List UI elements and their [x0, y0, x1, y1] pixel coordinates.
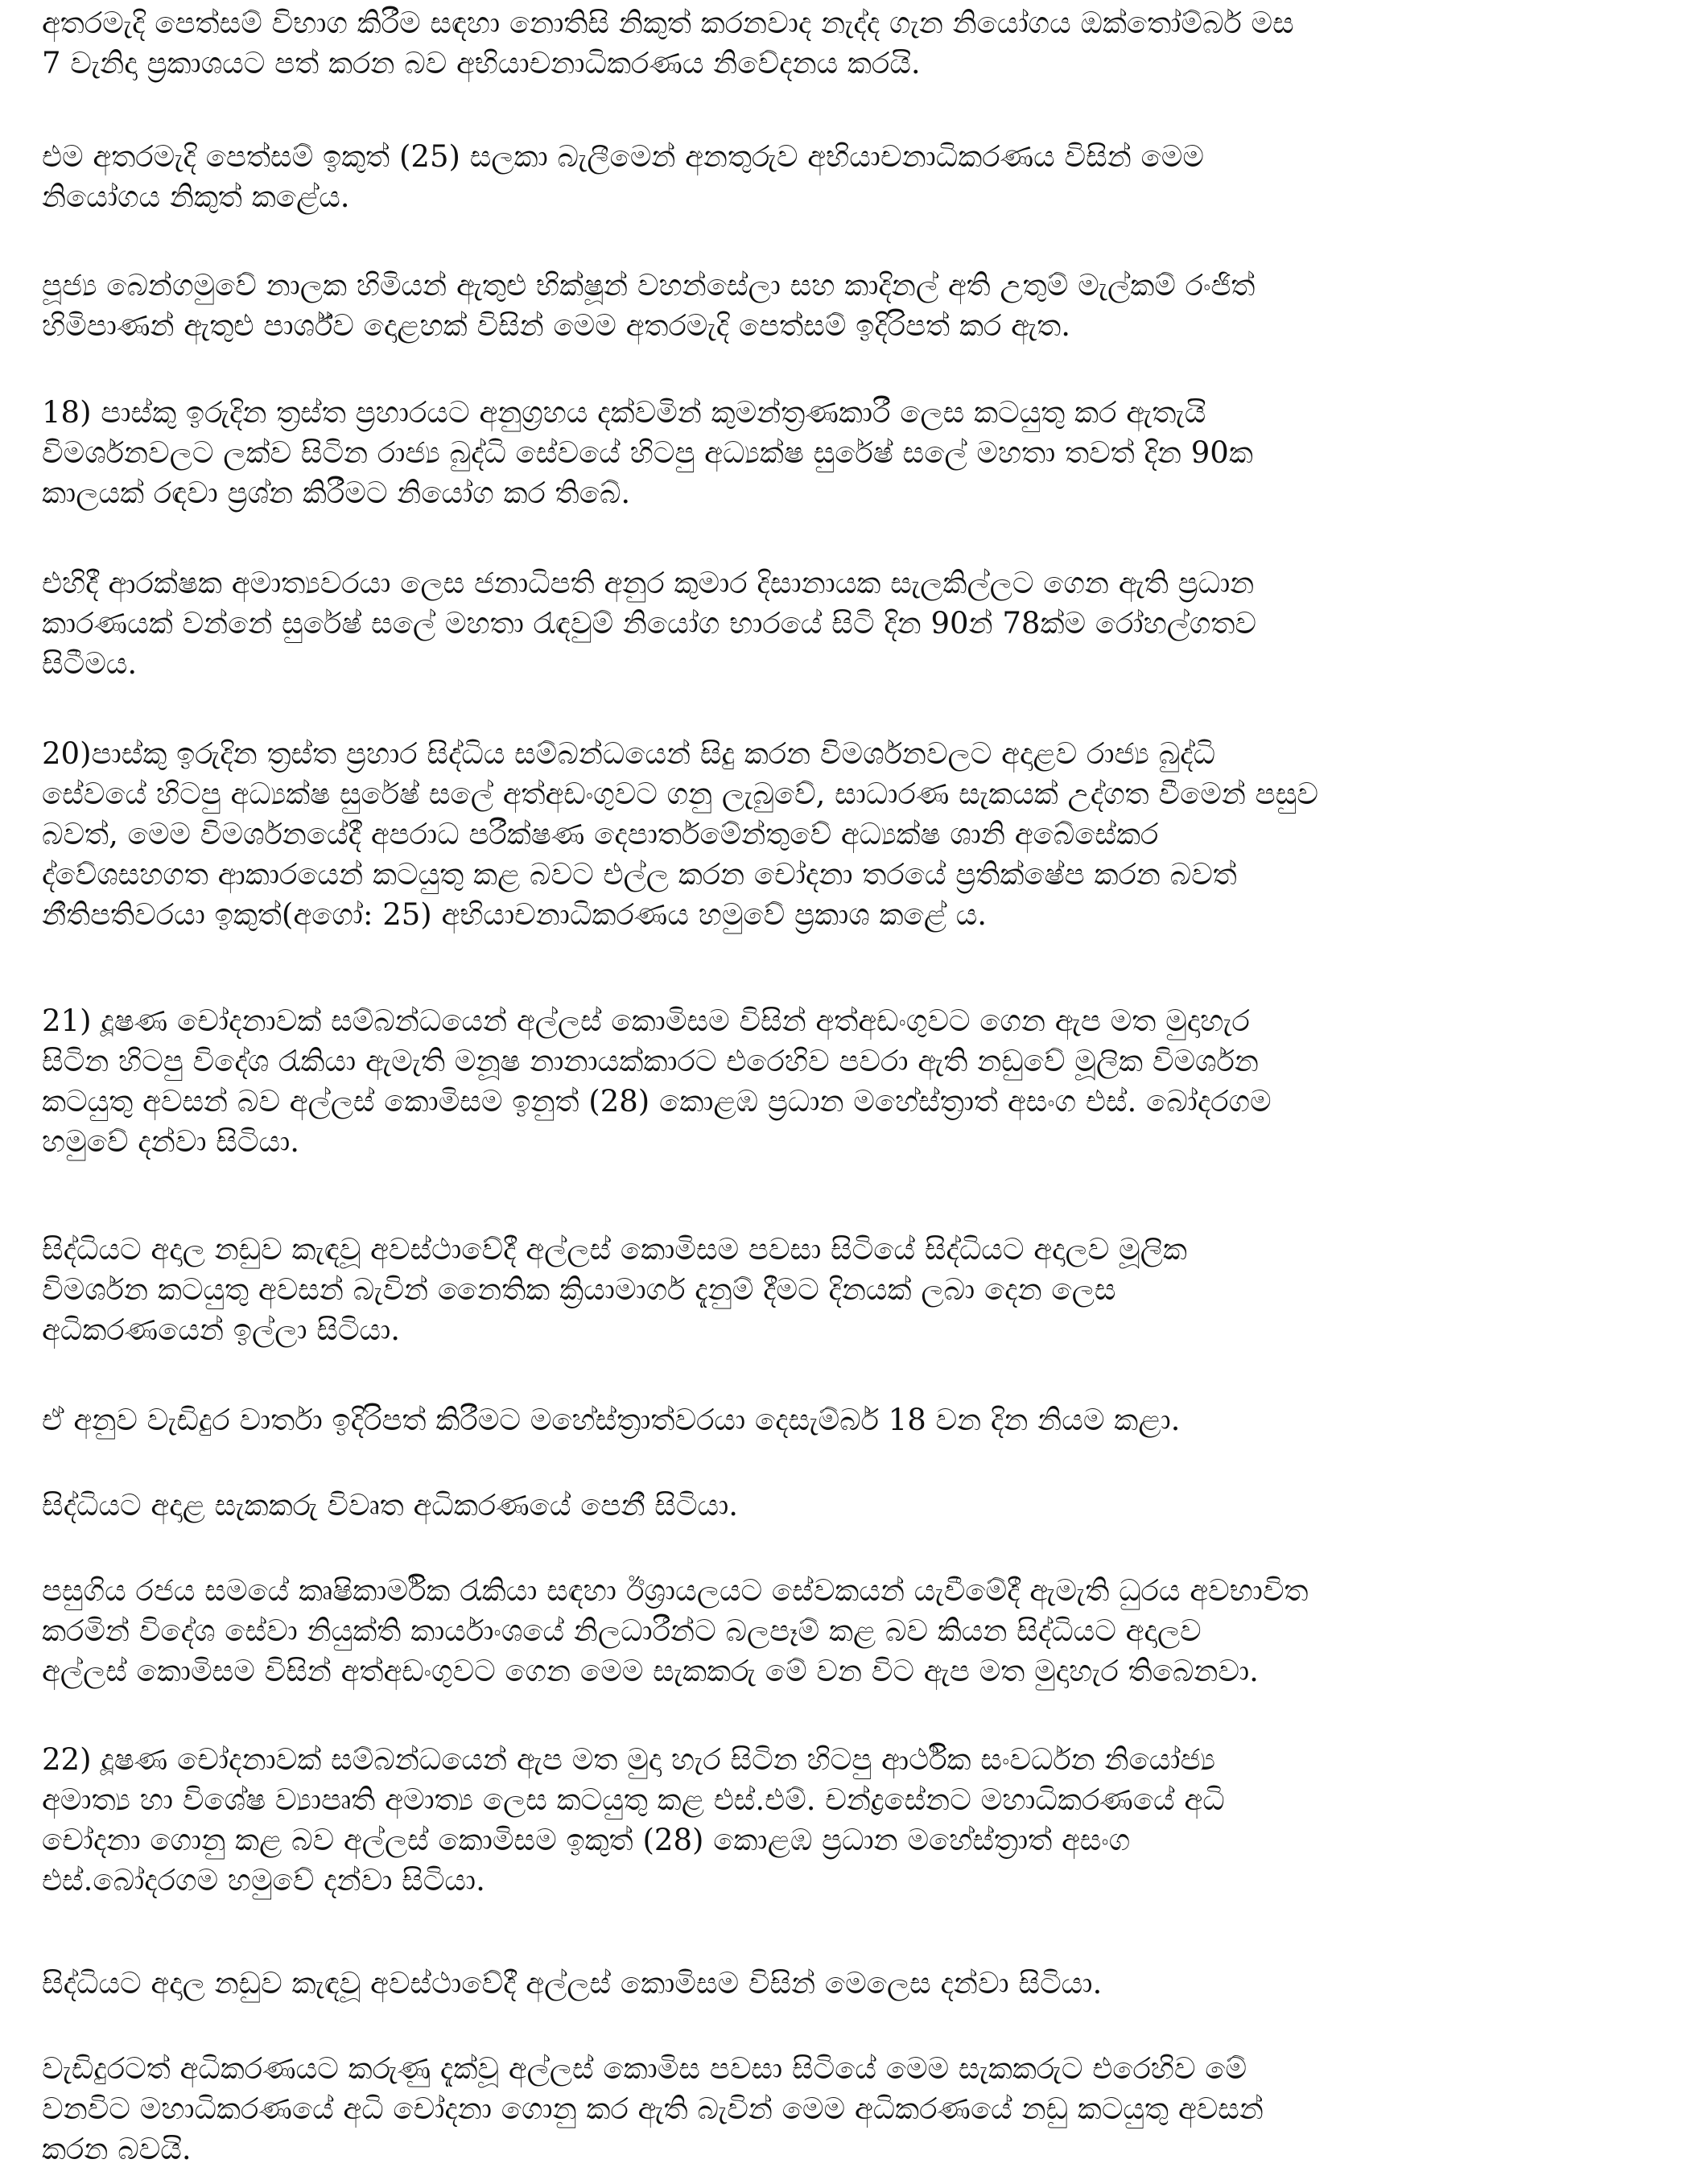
text-line: එස්.බෝදරගම හමුවේ දන්වා සිටියා. [42, 1863, 485, 1898]
text-line: 18) පාස්කු ඉරුදින ත්‍රස්ත ප්‍රහාරයට අනුග්‍රහය දක්වමින් කුමන්ත්‍රණකාරී ලෙස කටයුතු කර ඇතැයි [42, 395, 1206, 430]
paragraph-12 [42, 1740, 1225, 1901]
text-line: එම අතරමැදි පෙත්සම් ඉකුත් (25) සලකා බැලීමෙන් අනතුරුව අභියාචනාධිකරණය විසින් මෙම [42, 139, 1204, 174]
text-line: 20)පාස්කු ඉරුදින ත්‍රස්ත ප්‍රහාර සිද්ධිය සම්බන්ධයෙන් සිදු කරන විමර්ශනවලට අදාළව රාජ්‍ය බුද්ධි [42, 736, 1215, 771]
text-line: අධිකරණයෙන් ඉල්ලා සිටියා. [42, 1312, 401, 1347]
text-line: වනවිට මහාධිකරණයේ අධි චෝදනා ගොනු කර ඇති බැවින් මෙම අධිකරණයේ නඩු කටයුතු අවසන් [42, 2091, 1264, 2126]
paragraph-5 [42, 563, 1256, 684]
paragraph-1 [42, 3, 1294, 84]
paragraph-10 [42, 1486, 738, 1526]
text-line: පූජ්‍ය බෙන්ගමුවේ නාලක හිමියන් ඇතුළු භික්ෂූන් වහන්සේලා සහ කාදිනල් අති උතුම් මැල්කම් රංජිත් [42, 268, 1256, 303]
text-line: කරන බවයි. [42, 2132, 192, 2166]
paragraph-11 [42, 1571, 1309, 1692]
paragraph-4 [42, 393, 1253, 513]
text-line: බවත්, මෙම විමර්ශනයේදී අපරාධ පරීක්ෂණ දෙපාර්තමේන්තුවේ අධ්‍යක්ෂ ශානි අබේසේකර [42, 817, 1159, 851]
paragraph-6 [42, 734, 1318, 935]
text-line: කරමින් විදේශ සේවා නියුක්ති කාර්යාංශයේ නිලධාරීන්ට බලපෑම් කළ බව කියන සිද්ධියට අදාලව [42, 1613, 1202, 1648]
text-line: විමර්ශනවලට ලක්ව සිටින රාජ්‍ය බුද්ධි සේවයේ හිටපු අධ්‍යක්ෂ සුරේෂ් සලේ මහතා තවත් දින 90ක [42, 435, 1253, 470]
text-line: කටයුතු අවසන් බව අල්ලස් කොමිසම ඉනුත් (28) කොළඹ ප්‍රධාන මහේස්ත්‍රාත් අසංග එස්. බෝදරගම [42, 1084, 1272, 1119]
text-line: වැඩිදුරටත් අධිකරණයට කරුණු දැක්වූ අල්ලස් කොමිස පවසා සිටියේ මෙම සැකකරුට එරෙහිව මේ [42, 2051, 1247, 2086]
text-line: සිටින හිටපු විදේශ රැකියා ඇමැති මනූෂ නානායක්කාරට එරෙහිව පවරා ඇති නඩුවේ මූලික විමර්ශන [42, 1044, 1259, 1078]
text-line: අතරමැදි පෙත්සම් විභාග කිරීම සඳහා නොතිසි නිකුත් කරනවාද නැද්ද ගැන නියෝගය ඔක්තෝම්බර් මස [42, 6, 1294, 40]
text-line: නීතිපතිවරයා ඉකුත්(අගෝ: 25) අභියාචනාධිකරණය හමුවේ ප්‍රකාශ කළේ ය. [42, 897, 988, 932]
paragraph-3 [42, 266, 1255, 346]
text-line: ඒ අනුව වැඩිදුර වාර්තා ඉදිරිපත් කිරීමට මහේස්ත්‍රාත්වරයා දෙසැම්බර් 18 වන දින නියම කළා. [42, 1403, 1181, 1437]
text-line: විමර්ශන කටයුතු අවසන් බැවින් නෛතික ක්‍රියාමාර්ග දැනුම් දීමට දිනයක් ලබා දෙන ලෙස [42, 1272, 1116, 1307]
text-line: සිද්ධියට අදාල නඩුව කැඳවූ අවස්ථාවේදී අල්ලස් කොමිසම විසින් මෙලෙස දන්වා සිටියා. [42, 1966, 1103, 2001]
text-line: චෝදනා ගොනු කළ බව අල්ලස් කොමිසම ඉකුත් (28) කොළඹ ප්‍රධාන මහේස්ත්‍රාත් අසංග [42, 1823, 1131, 1857]
text-line: කාරණයක් වන්නේ සුරේෂ් සලේ මහතා රැඳවුම් නියෝග භාරයේ සිටි දින 90න් 78ක්ම රෝහල්ගතව [42, 606, 1257, 641]
text-line: පසුගිය රජය සමයේ කෘෂිකාර්මික රැකියා සඳහා ඊශ්‍රායලයට සේවකයන් යැවීමේදී ඇමැති ධුරය අවභාවිත [42, 1573, 1309, 1608]
text-line: සිද්ධියට අදාළ සැකකරු විවෘත අධිකරණයේ පෙනී සිටියා. [42, 1488, 739, 1523]
paragraph-8 [42, 1230, 1187, 1350]
paragraph-2 [42, 137, 1204, 217]
text-line: අමාත්‍ය හා විශේෂ ව්‍යාපෘති අමාත්‍ය ලෙස කටයුතු කළ එස්.එම්. චන්ද්‍රසේනට මහාධිකරණයේ අධි [42, 1782, 1225, 1817]
paragraph-9 [42, 1400, 1180, 1440]
text-line: 22) දූෂණ චෝදනාවක් සම්බන්ධයෙන් ඇප මත මුදා හැර සිටින හිටපු ආර්ථික සංවර්ධන නියෝජ්‍ය [42, 1742, 1215, 1777]
text-line: සිටීමය. [42, 646, 138, 681]
text-line: අල්ලස් කොමිසම විසින් අත්අඩංගුවට ගෙන මෙම සැකකරු මේ වන විට ඇප මත මුදාහැර තිබෙනවා. [42, 1654, 1259, 1688]
text-line: 21) දූෂණ චෝදනාවක් සම්බන්ධයෙන් අල්ලස් කොමිසම විසින් අත්අඩංගුවට ගෙන ඇප මත මුදාහැර [42, 1003, 1250, 1038]
text-line: කාලයක් රඳවා ප්‍රශ්න කිරීමට නියෝග කර තිබේ. [42, 476, 631, 510]
text-line: එහිදී ආරක්ෂක අමාත්‍යවරයා ලෙස ජනාධිපති අනුර කුමාර දිසානායක සැලකිල්ලට ගෙන ඇති ප්‍රධාන [42, 566, 1255, 600]
text-line: ද්වේශසහගත ආකාරයෙන් කටයුතු කළ බවට එල්ල කරන චෝදනා තරයේ ප්‍රතික්ෂේප කරන බවත් [42, 857, 1237, 892]
text-line: හිමිපාණන් ඇතුළු පාර්ශ්ව දොළහක් විසින් මෙම අතරමැදි පෙත්සම් ඉදිරිපත් කර ඇත. [42, 308, 1071, 343]
text-line: නියෝගය නිකුත් කළේය. [42, 179, 350, 214]
paragraph-7 [42, 1001, 1272, 1162]
paragraph-13 [42, 1964, 1102, 2004]
text-line: හමුවේ දන්වා සිටියා. [42, 1124, 300, 1159]
paragraph-14 [42, 2049, 1264, 2170]
text-line: 7 වැනිදා ප්‍රකාශයට පත් කරන බව අභියාචනාධිකරණය නිවේදනය කරයි. [42, 46, 921, 80]
text-line: සිද්ධියට අදාල නඩුව කැඳවූ අවස්ථාවේදී අල්ලස් කොමිසම පවසා සිටියේ සිද්ධියට අදාලව මූලික [42, 1232, 1187, 1267]
text-line: සේවයේ හිටපු අධ්‍යක්ෂ සුරේෂ් සලේ අත්අඩංගුවට ගනු ලැබුවේ, සාධාරණ සැකයක් උද්ගත වීමෙන් පසුව [42, 777, 1318, 811]
